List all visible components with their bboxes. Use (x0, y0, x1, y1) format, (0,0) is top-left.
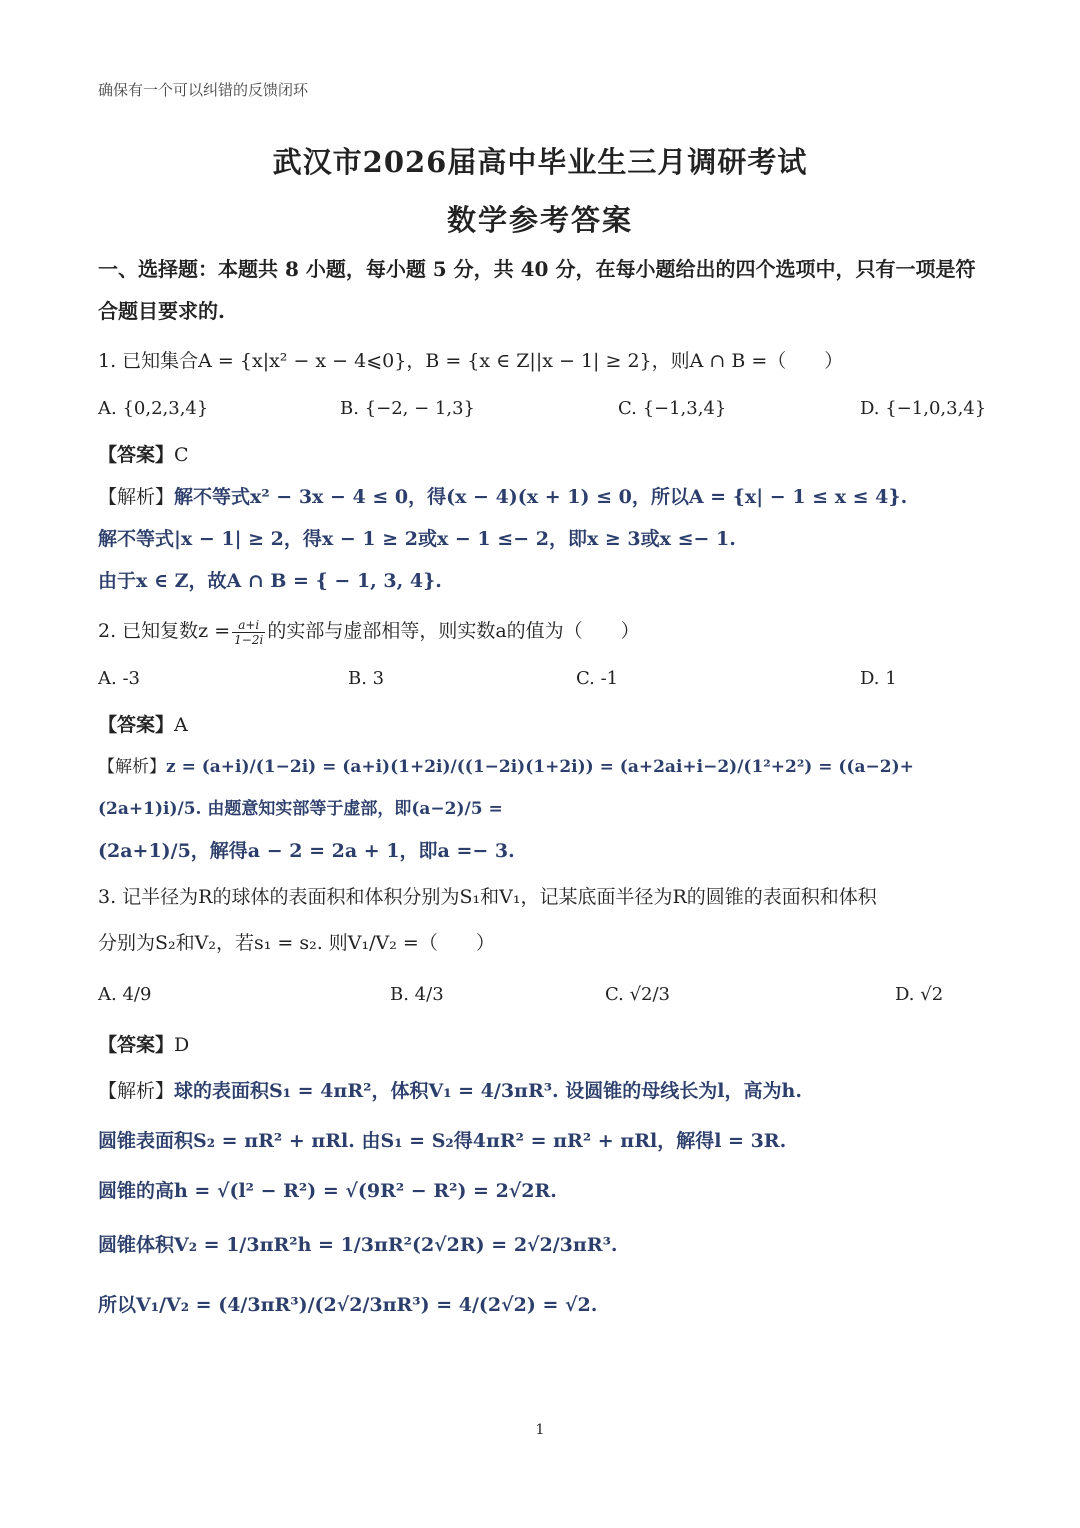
fraction-denominator: 1−2i (234, 632, 264, 647)
question-2-answer (98, 704, 983, 746)
question-2-stem (98, 610, 983, 652)
question-1-analysis-line-3: 由于x ∈ Z，故A ∩ B = { − 1, 3, 4}. (98, 570, 442, 592)
answer-value: D (174, 1034, 190, 1056)
page-subtitle: 数学参考答案 (446, 203, 633, 237)
header-note: 确保有一个可以纠错的反馈闭环 (98, 81, 309, 99)
question-2-options (98, 652, 983, 704)
answer-tag: 【答案】 (98, 714, 175, 736)
analysis-text: z = (a+i)/(1−2i) = (a+i)(1+2i)/((1−2i)(1+2i)) = (a+2ai+i−2)/(1²+2²) = ((a−2)+(2a+1)i)/5. 由题意知实部等于虚部，即(a−2)/5 = (98, 757, 914, 819)
option-d: D. 1 (860, 667, 897, 689)
option-d: D. √2 (895, 983, 944, 1005)
question-3-options (98, 964, 983, 1024)
analysis-tag: 【解析】 (98, 486, 175, 508)
answer-tag: 【答案】 (98, 444, 175, 466)
option-c: C. -1 (576, 667, 619, 689)
page-title: 武汉市2026届高中毕业生三月调研考试 (272, 145, 808, 179)
question-3-analysis-line-5: 所以V₁/V₂ = (4/3πR³)/(2√2/3πR³) = 4/(2√2) = √2. (98, 1294, 598, 1316)
analysis-text: 球的表面积S₁ = 4πR²，体积V₁ = 4/3πR³. 设圆锥的母线长为l，高为h. (174, 1080, 802, 1102)
question-2-analysis-line-1 (98, 746, 983, 830)
question-3-analysis-line-3: 圆锥的高h = √(l² − R²) = √(9R² − R²) = 2√2R. (98, 1180, 557, 1202)
page-number: 1 (535, 1422, 545, 1438)
answer-value: C (174, 444, 189, 466)
answer-tag: 【答案】 (98, 1034, 175, 1056)
option-b: B. 4/3 (390, 983, 444, 1005)
question-3-analysis-line-2: 圆锥表面积S₂ = πR² + πRl. 由S₁ = S₂得4πR² = πR² + πRl，解得l = 3R. (98, 1130, 787, 1152)
fraction (232, 618, 265, 647)
stem-part-b: 的实部与虚部相等，则实数a的值为（ ） (267, 620, 640, 642)
section-heading: 一、选择题：本题共 8 小题，每小题 5 分，共 40 分，在每小题给出的四个选项中，只有一项是符合题目要求的. (98, 257, 976, 323)
question-3-stem-line-1: 3. 记半径为R的球体的表面积和体积分别为S₁和V₁，记某底面半径为R的圆锥的表面积和体积 (98, 886, 877, 908)
question-3-stem-line-2: 分别为S₂和V₂，若s₁ = s₂. 则V₁/V₂ =（ ） (98, 932, 495, 954)
answer-value: A (174, 714, 188, 736)
option-a: A. {0,2,3,4} (98, 397, 209, 419)
question-3-answer (98, 1024, 983, 1066)
question-2-analysis-line-2: (2a+1)/5，解得a − 2 = 2a + 1，即a =− 3. (98, 840, 515, 862)
question-1-stem: 1. 已知集合A = {x|x² − x − 4⩽0}，B = {x ∈ Z||x − 1| ≥ 2}，则A ∩ B =（ ） (98, 350, 844, 372)
option-b: B. 3 (348, 667, 385, 689)
analysis-tag: 【解析】 (98, 757, 166, 777)
question-3-analysis-line-1 (98, 1066, 983, 1116)
option-c: C. {−1,3,4} (618, 397, 727, 419)
question-1-analysis-line-2: 解不等式|x − 1| ≥ 2，得x − 1 ≥ 2或x − 1 ≤− 2，即x ≥ 3或x ≤− 1. (98, 528, 736, 550)
question-1-answer (98, 434, 983, 476)
question-1-options (98, 382, 987, 434)
question-1-analysis-line-1 (98, 476, 983, 518)
analysis-tag: 【解析】 (98, 1080, 175, 1102)
option-a: A. -3 (98, 667, 140, 689)
content-body (98, 248, 987, 1336)
option-b: B. {−2, − 1,3} (340, 397, 475, 419)
analysis-text: 解不等式x² − 3x − 4 ≤ 0，得(x − 4)(x + 1) ≤ 0，所以A = {x| − 1 ≤ x ≤ 4}. (174, 486, 908, 508)
option-a: A. 4/9 (98, 983, 152, 1005)
option-c: C. √2/3 (605, 983, 671, 1005)
stem-part-a: 2. 已知复数z = (98, 620, 231, 642)
option-d: D. {−1,0,3,4} (860, 397, 987, 419)
fraction-numerator: a+i (232, 618, 265, 633)
question-3-analysis-line-4: 圆锥体积V₂ = 1/3πR²h = 1/3πR²(2√2R) = 2√2/3πR³. (98, 1234, 618, 1256)
